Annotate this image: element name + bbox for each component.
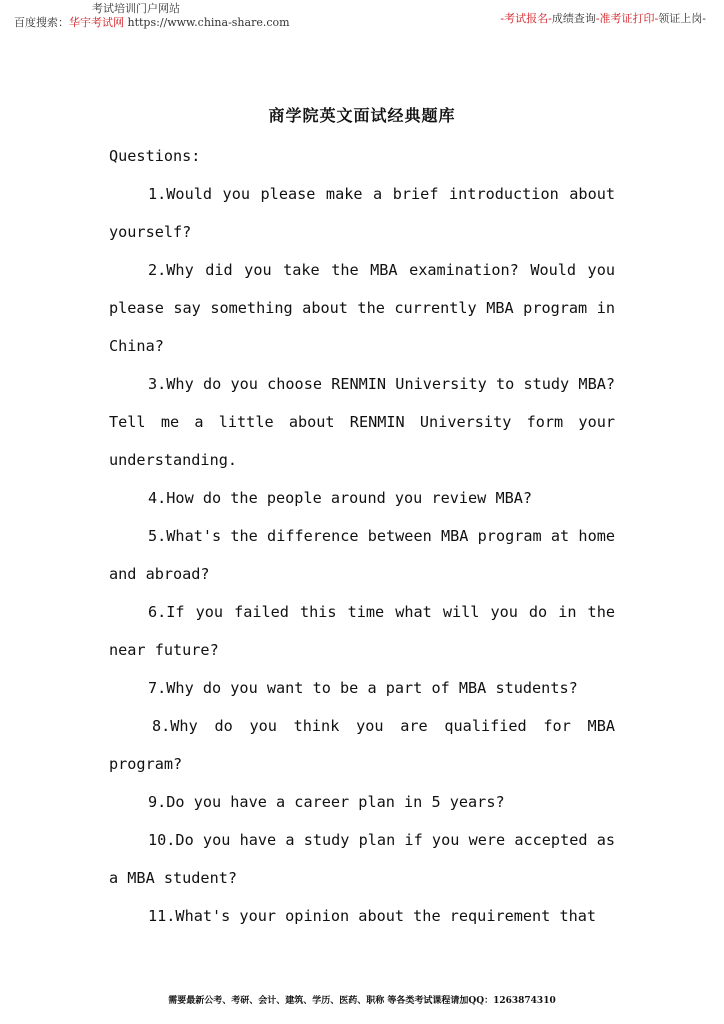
question-3: 3.Why do you choose RENMIN University to study MBA? Tell me a little about RENMIN University form your understanding. [109, 375, 615, 469]
question-7: 7.Why do you want to be a part of MBA students? [148, 679, 578, 697]
question-4: 4.How do the people around you review MBA? [148, 489, 533, 507]
footer-note: 需要最新公考、考研、会计、建筑、学历、医药、职称 等各类考试课程请加QQ：1263874310 [168, 996, 556, 1006]
question-2: 2.Why did you take the MBA examination? Would you please say something about the currently MBA program in China? [109, 261, 615, 355]
header-left [14, 2, 290, 30]
search-label: 百度搜索： [14, 16, 69, 29]
link-certificate[interactable]: 领证上岗- [658, 12, 706, 25]
question-6: 6.If you failed this time what will you do in the near future? [109, 603, 615, 659]
document-body [109, 137, 615, 935]
document-title: 商学院英文面试经典题库 [268, 106, 456, 125]
question-10: 10.Do you have a study plan if you were accepted as a MBA student? [109, 831, 615, 887]
question-9: 9.Do you have a career plan in 5 years? [148, 793, 505, 811]
site-tagline: 考试培训门户网站 [92, 2, 180, 15]
questions-heading: Questions: [109, 147, 201, 165]
link-score-query[interactable]: 成绩查询 [551, 12, 596, 25]
link-registration[interactable]: -考试报名- [500, 12, 552, 25]
link-admission-ticket[interactable]: -准考证打印- [595, 12, 659, 25]
question-1: 1.Would you please make a brief introduction about yourself? [109, 185, 615, 241]
question-8: 8.Why do you think you are qualified for MBA program? [109, 717, 615, 773]
brand-link[interactable]: 华宇考试网 [69, 16, 124, 29]
header-links [500, 10, 706, 26]
site-url[interactable]: https://www.china-share.com [127, 16, 290, 29]
search-line [14, 16, 290, 30]
question-11: 11.What's your opinion about the requirement that [148, 907, 597, 925]
question-5: 5.What's the difference between MBA program at home and abroad? [109, 527, 615, 583]
